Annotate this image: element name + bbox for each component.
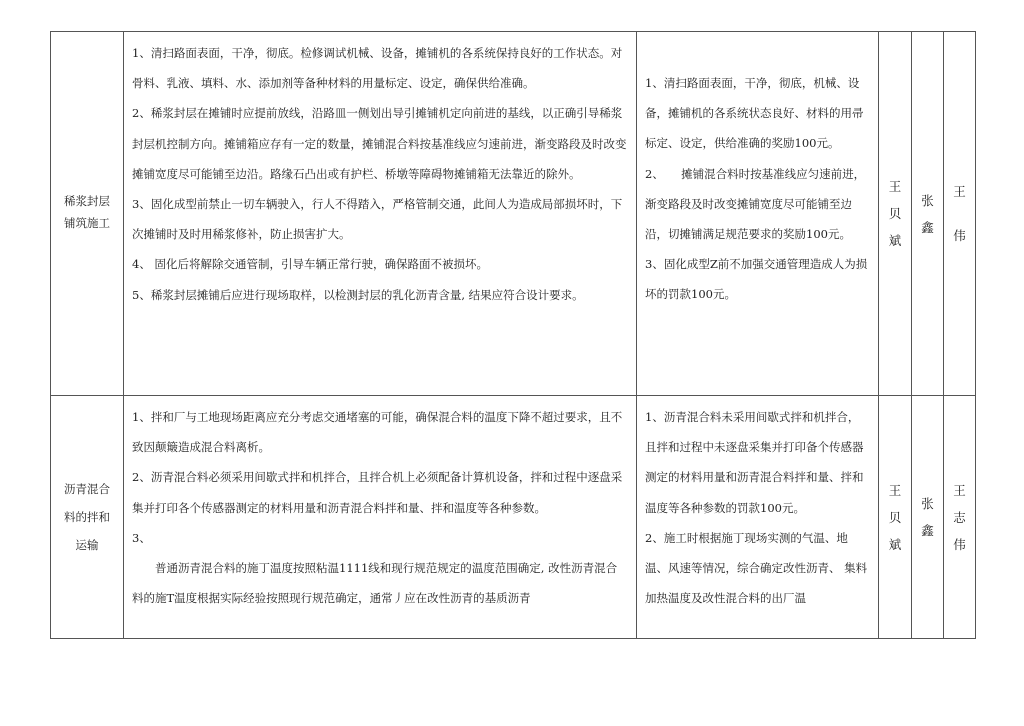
requirement-text: 3、 [132,530,151,545]
requirement-text: 4、 固化后将解除交通管制，引导车辆正常行驶，确保路面不被损坏。 [132,257,488,272]
construction-standards-table [50,31,976,639]
person-cell [944,32,976,396]
table-row [51,32,976,396]
requirement-text: 2、沥青混合料必须采用间歇式拌和机拌合，且拌合机上必须配备计算机设备，拌和过程中逐盘采集并打印各个传感器测定的材料用量和沥青混合料拌和量、拌和温度等各种参数。 [132,470,623,515]
person-name: 张鑫 [921,192,934,235]
penalty-text: 1、沥青混合料未采用间歇式拌和机拌合，且拌和过程中未逐盘采集并打印备个传感器测定的材料用量和沥青混合料拌和量、拌和温度等各种参数的罚款100元。 [645,410,864,515]
requirements-cell [124,32,637,396]
item-name-cell [51,32,124,396]
person-cell [912,396,944,639]
person-cell [879,32,912,396]
penalties-cell [637,396,879,639]
requirements-cell [124,396,637,639]
person-name: 张鑫 [921,496,934,538]
table-row [51,396,976,639]
requirement-text: 普通沥青混合料的施丁温度按照粘温1111线和现行规范规定的温度范围确定, 改性沥青混合料的施T温度根据实际经验按照现行规范确定，通常丿应在改性沥青的基质沥青 [132,561,618,606]
penalty-text: 2、施工时根据施丁现场实测的气温、地温、风速等情况，综合确定改性沥青、 集料加热温度及改性混合料的出厂温 [645,530,868,606]
penalty-text: 2、 摊铺混合料时按基准线应匀速前进，渐变路段及时改变摊铺宽度尽可能铺至边沿，切摊铺满足规范要求的奖励100元。 [645,166,866,242]
requirement-text: 5、稀浆封层摊铺后应进行现场取样，以检测封层的乳化沥青含量, 结果应符合设计要求。 [132,287,584,302]
penalty-text: 1、清扫路面表面，干净，彻底，机械、设备，摊铺机的各系统状态良好、材料的用帚标定、设定，供给准确的奖励100元。 [645,76,864,151]
person-name: 王贝斌 [888,179,902,248]
item-name: 沥青混合料的拌和运输 [64,481,110,552]
requirement-text: 2、稀浆封层在摊铺时应提前放线，沿路皿一侧划出导引摊铺机定向前进的基线，以正确引导稀浆封层机控制方向。摊铺箱应存有一定的数量，摊铺混合料按基准线应匀速前进，渐变路段及时改变摊铺宽度尽可能铺至边沿。路缘石凸出或有护栏、桥墩等障碍物摊铺箱无法靠近的除外。 [132,106,627,181]
person-cell [912,32,944,396]
person-cell [944,396,976,639]
person-name: 王志伟 [953,482,966,552]
requirement-text: 3、固化成型前禁止一切车辆驶入，行人不得踏入，严格管制交通，此间人为造成局部损坏时，下次摊铺时及时用稀浆修补，防止损害扩大。 [132,197,623,242]
item-name: 稀浆封层铺筑施工 [64,193,110,230]
item-name-cell [51,396,124,639]
person-cell [879,396,912,639]
requirement-text: 1、拌和厂与工地现场距离应充分考虑交通堵塞的可能，确保混合料的温度下降不超过要求，且不致因颠簸造成混合料离析。 [132,410,623,455]
penalty-text: 3、固化成型Z前不加强交通管理造成人为损坏的罚款100元。 [645,257,868,302]
person-name: 王伟 [953,183,966,243]
penalties-cell [637,32,879,396]
person-name: 王贝斌 [888,482,902,552]
requirement-text: 1、清扫路面表面，干净，彻底。检修调试机械、设备，摊铺机的各系统保持良好的工作状态。对骨料、乳液、填料、水、添加剂等备种材料的用量标定、设定，确保供给准确。 [132,46,623,91]
